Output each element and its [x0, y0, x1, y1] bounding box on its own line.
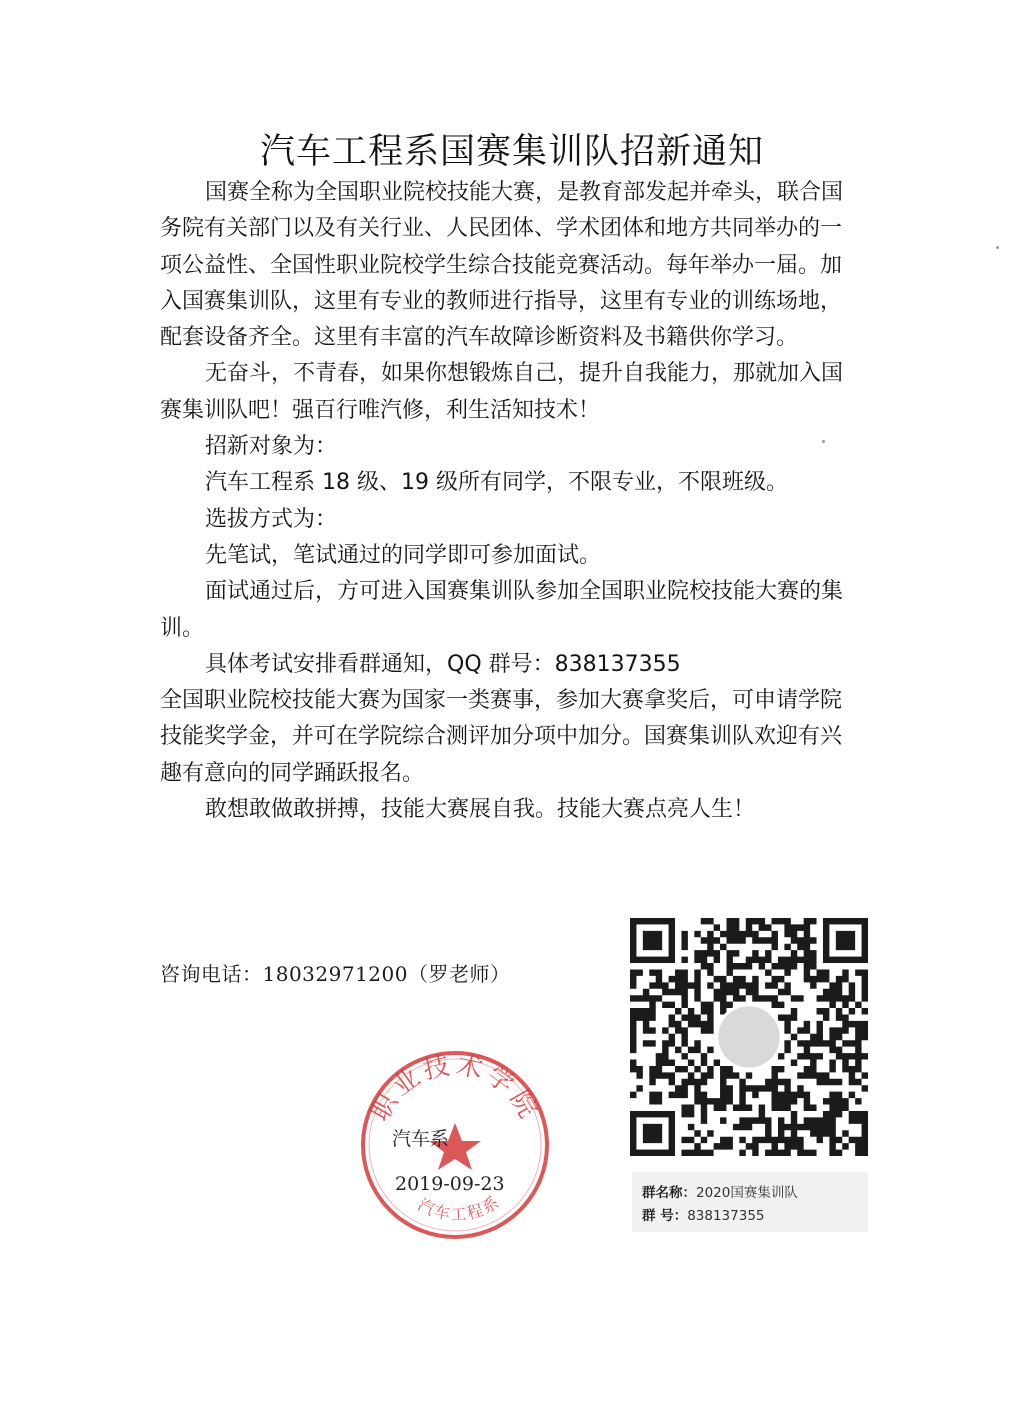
qq-group-qr-code — [630, 918, 868, 1156]
paragraph-motto: 无奋斗，不青春，如果你想锻炼自己，提升自我能力，那就加入国赛集训队吧！强百行唯汽修，利生活知技术！ — [160, 361, 844, 423]
paragraph-selection-heading: 选拔方式为： — [205, 506, 338, 532]
qr-finder-pattern — [823, 918, 868, 963]
group-number-label: 群 号： — [642, 1208, 688, 1224]
paragraph-selection: 先笔试，笔试通过的同学即可参加面试。 — [205, 542, 602, 568]
qr-avatar-logo — [717, 1005, 781, 1069]
paragraph-target: 汽车工程系 18 级、19 级所有同学，不限专业，不限班级。 — [205, 470, 788, 496]
group-name-row — [642, 1182, 868, 1205]
qr-finder-pattern — [630, 1111, 675, 1156]
department-signature: 汽车系 — [392, 1128, 450, 1150]
consult-phone: 咨询电话：18032971200（罗老师） — [160, 962, 511, 986]
paragraph-benefits: 全国职业院校技能大赛为国家一类赛事，参加大赛拿奖后，可申请学院技能奖学金，并可在学院综合测评加分项中加分。国赛集训队欢迎有兴趣有意向的同学踊跃报名。 — [160, 688, 843, 786]
page-title: 汽车工程系国赛集训队招新通知 — [259, 132, 764, 172]
seal-ring-text: 职业技术学院 — [365, 1050, 545, 1127]
group-name-label: 群名称： — [642, 1185, 696, 1201]
paragraph-exam-arrangement: 具体考试安排看群通知，QQ 群号：838137355 — [205, 651, 681, 677]
official-seal-stamp — [355, 1045, 555, 1245]
group-number-value: 838137355 — [687, 1208, 765, 1224]
paragraph-interview: 面试通过后，方可进入国赛集训队参加全国职业院校技能大赛的集训。 — [160, 579, 844, 641]
group-number-row — [642, 1205, 868, 1228]
svg-text:职业技术学院 — [365, 1050, 544, 1126]
paragraph-slogan: 敢想敢做敢拼搏，技能大赛展自我。技能大赛点亮人生！ — [205, 797, 756, 823]
notice-body — [160, 175, 860, 828]
paragraph-intro: 国赛全称为全国职业院校技能大赛，是教育部发起并牵头，联合国务院有关部门以及有关行业、人民团体、学术团体和地方共同举办的一项公益性、全国性职业院校学生综合技能竞赛活动。每年举办一届。加入国赛集训队，这里有专业的教师进行指导，这里有专业的训练场地，配套设备齐全。这里有丰富的汽车故障诊断资料及书籍供你学习。 — [160, 180, 844, 351]
group-name-value: 2020国赛集训队 — [696, 1185, 798, 1201]
seal-bottom-text: 汽车工程系 — [414, 1191, 504, 1225]
issue-date: 2019-09-23 — [395, 1173, 505, 1195]
scan-speck — [822, 440, 825, 443]
paragraph-target-heading: 招新对象为： — [205, 434, 338, 460]
svg-text:汽车工程系 — [415, 1192, 504, 1224]
scan-speck — [996, 246, 999, 249]
qr-finder-pattern — [630, 918, 675, 963]
qr-caption — [632, 1172, 868, 1232]
